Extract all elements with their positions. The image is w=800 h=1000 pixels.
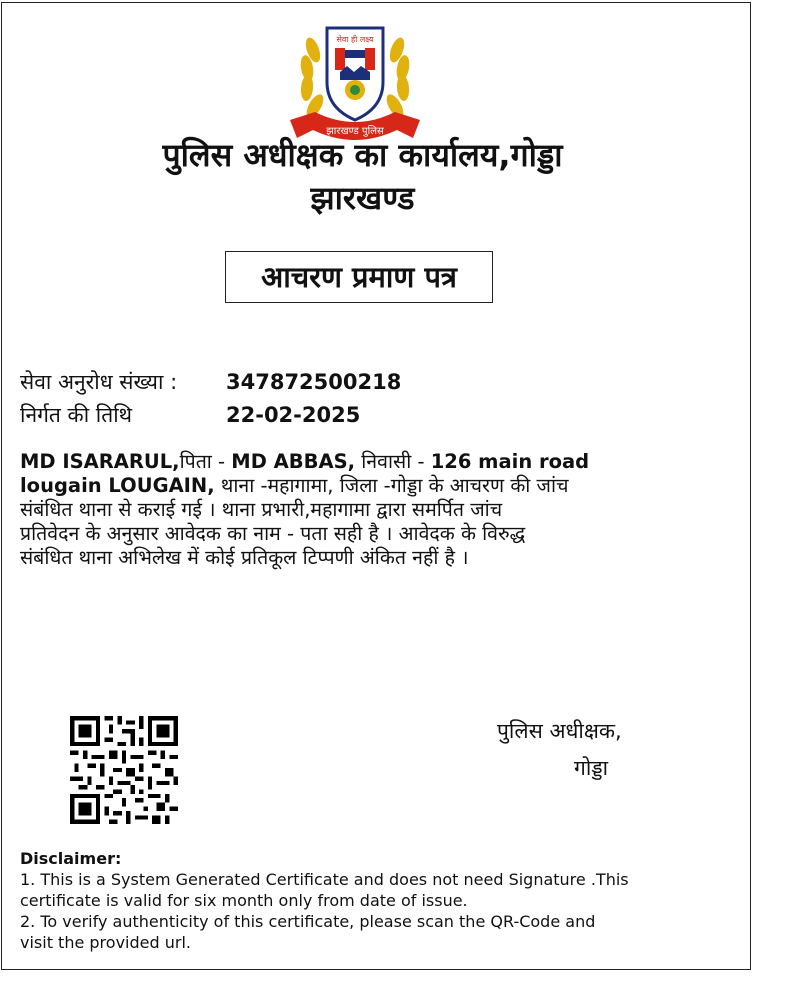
father-name: MD ABBAS, (231, 450, 356, 473)
issue-date-label: निर्गत की तिथि (20, 403, 133, 427)
address-line1: 126 main road (430, 450, 590, 473)
signatory-place: गोड्डा (574, 756, 609, 780)
issue-date-value: 22-02-2025 (226, 403, 361, 427)
disclaimer-line-4: visit the provided url. (20, 933, 191, 952)
body-line2-rest: थाना -महागामा, जिला -गोड्डा के आचरण की जांच (214, 474, 569, 497)
address-line2: lougain LOUGAIN, (20, 474, 215, 497)
body-line-3: संबंधित थाना से कराई गई । थाना प्रभारी,महागामा द्वारा समर्पित जांच (20, 498, 503, 521)
disclaimer-line-2: certificate is valid for six month only from date of issue. (20, 891, 468, 910)
certificate-body (20, 450, 740, 570)
jharkhand-police-emblem-icon (285, 20, 425, 145)
emblem-motto: सेवा ही लक्ष्य (336, 35, 374, 44)
request-number-row (20, 368, 401, 396)
emblem-banner-text: झारखण्ड पुलिस (326, 126, 384, 137)
body-line-1 (20, 450, 740, 474)
certificate-title: आचरण प्रमाण पत्र (225, 251, 493, 303)
applicant-name: MD ISARARUL, (20, 450, 180, 473)
father-label: पिता - (179, 450, 232, 473)
disclaimer (20, 848, 720, 953)
signatory-designation: पुलिस अधीक्षक, (497, 719, 622, 743)
qr-code-icon (70, 716, 178, 824)
body-line-2 (20, 474, 740, 498)
request-number-value: 347872500218 (226, 370, 402, 394)
office-title-line1: पुलिस अधीक्षक का कार्यालय,गोड्डा (162, 136, 563, 174)
office-title-line2: झारखण्ड (310, 179, 415, 217)
disclaimer-title: Disclaimer: (20, 849, 122, 868)
issue-date-row (20, 401, 360, 429)
body-line-5: संबंधित थाना अभिलेख में कोई प्रतिकूल टिप्पणी अंकित नहीं है । (20, 546, 469, 569)
request-number-label: सेवा अनुरोध संख्या : (20, 370, 178, 394)
disclaimer-line-1: 1. This is a System Generated Certificate and does not need Signature .This (20, 870, 629, 889)
body-line-4: प्रतिवेदन के अनुसार आवेदक का नाम - पता सही है । आवेदक के विरुद्ध (20, 522, 526, 545)
disclaimer-line-3: 2. To verify authenticity of this certificate, please scan the QR-Code and (20, 912, 596, 931)
resident-label: निवासी - (355, 450, 431, 473)
